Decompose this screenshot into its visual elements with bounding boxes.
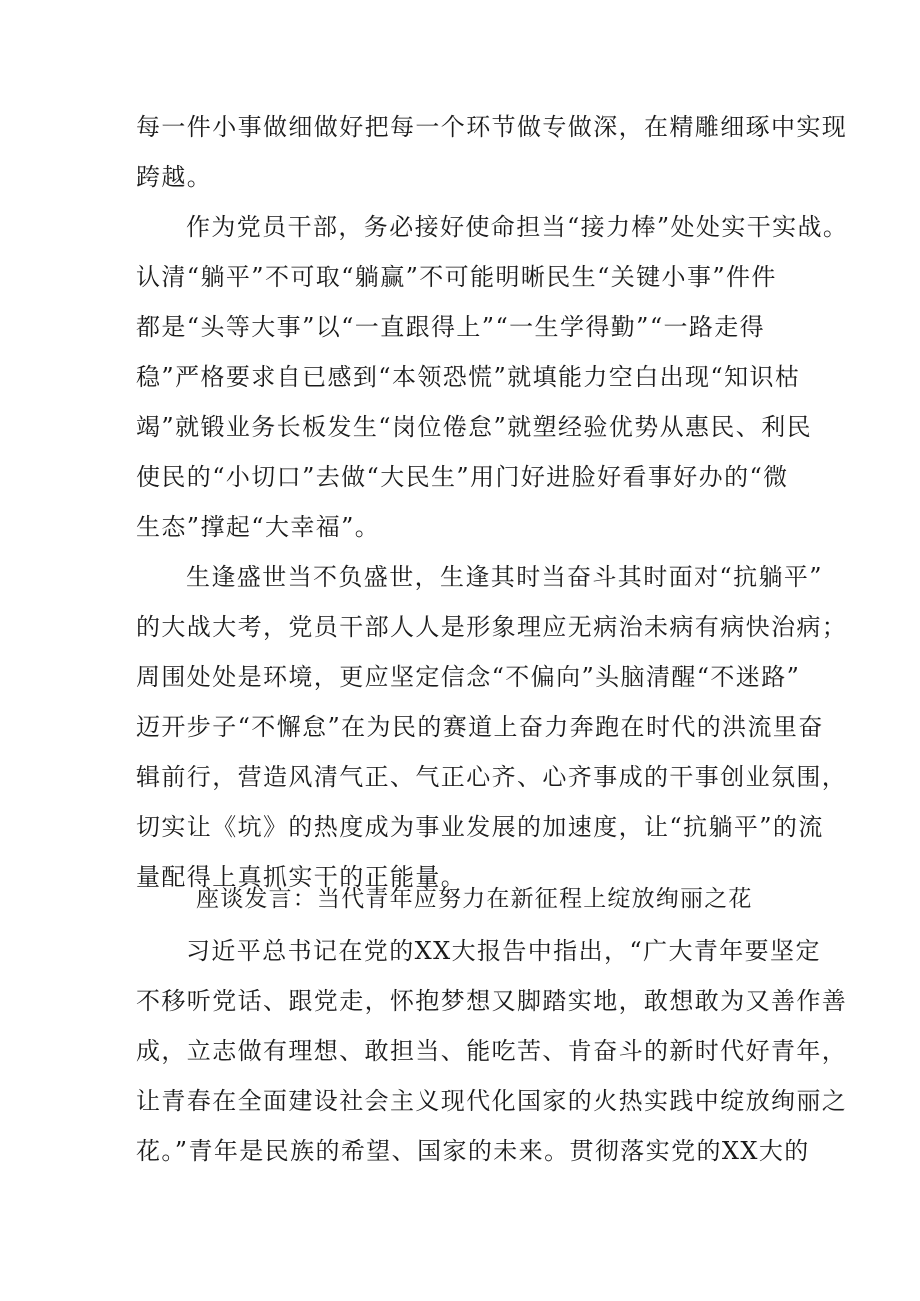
text-line: 跨越。 — [136, 163, 213, 191]
text-line: 切实让《坑》的热度成为事业发展的加速度，让“抗躺平”的流 — [136, 813, 824, 841]
text-line: 每一件小事做细做好把每一个环节做专做深，在精雕细琢中实现 — [136, 113, 848, 141]
section-heading: 座谈发言：当代青年应努力在新征程上绽放绚丽之花 — [196, 886, 753, 912]
text-line: 竭”就锻业务长板发生“岗位倦怠”就塑经验优势从惠民、利民 — [136, 413, 813, 441]
text-line: 辑前行，营造风清气正、气正心齐、心齐事成的干事创业氛围， — [136, 763, 848, 791]
text-line: 成，立志做有理想、敢担当、能吃苦、肯奋斗的新时代好青年， — [136, 1037, 848, 1065]
text-line: 花。”青年是民族的希望、国家的未来。贯彻落实党的XX大的 — [136, 1137, 810, 1165]
text-line: 的大战大考，党员干部人人是形象理应无病治未病有病快治病； — [136, 613, 848, 641]
text-line: 迈开步子“不懈怠”在为民的赛道上奋力奔跑在时代的洪流里奋 — [136, 713, 824, 741]
paragraph-first-line: 生逢盛世当不负盛世，生逢其时当奋斗其时面对“抗躺平” — [186, 563, 823, 591]
text-line: 周围处处是环境，更应坚定信念“不偏向”头脑清醒“不迷路” — [136, 663, 801, 691]
text-line: 让青春在全面建设社会主义现代化国家的火热实践中绽放绚丽之 — [136, 1087, 848, 1115]
text-line: 都是“头等大事”以“一直跟得上”“一生学得勤”“一路走得 — [136, 313, 766, 341]
text-line: 生态”撑起“大幸福”。 — [136, 513, 381, 541]
paragraph-first-line: 作为党员干部，务必接好使命担当“接力棒”处处实干实战。 — [186, 213, 849, 241]
paragraph-first-line: 习近平总书记在党的XX大报告中指出，“广大青年要坚定 — [186, 937, 821, 965]
text-line: 认清“躺平”不可取“躺赢”不可能明晰民生“关键小事”件件 — [136, 263, 777, 291]
text-line: 稳”严格要求自已感到“本领恐慌”就填能力空白出现“知识枯 — [136, 363, 801, 391]
text-line: 不移听党话、跟党走，怀抱梦想又脚踏实地，敢想敢为又善作善 — [136, 987, 848, 1015]
text-line: 量配得上真抓实干的正能量。 — [136, 863, 467, 891]
text-line: 使民的“小切口”去做“大民生”用门好进脸好看事好办的“微 — [136, 463, 789, 491]
